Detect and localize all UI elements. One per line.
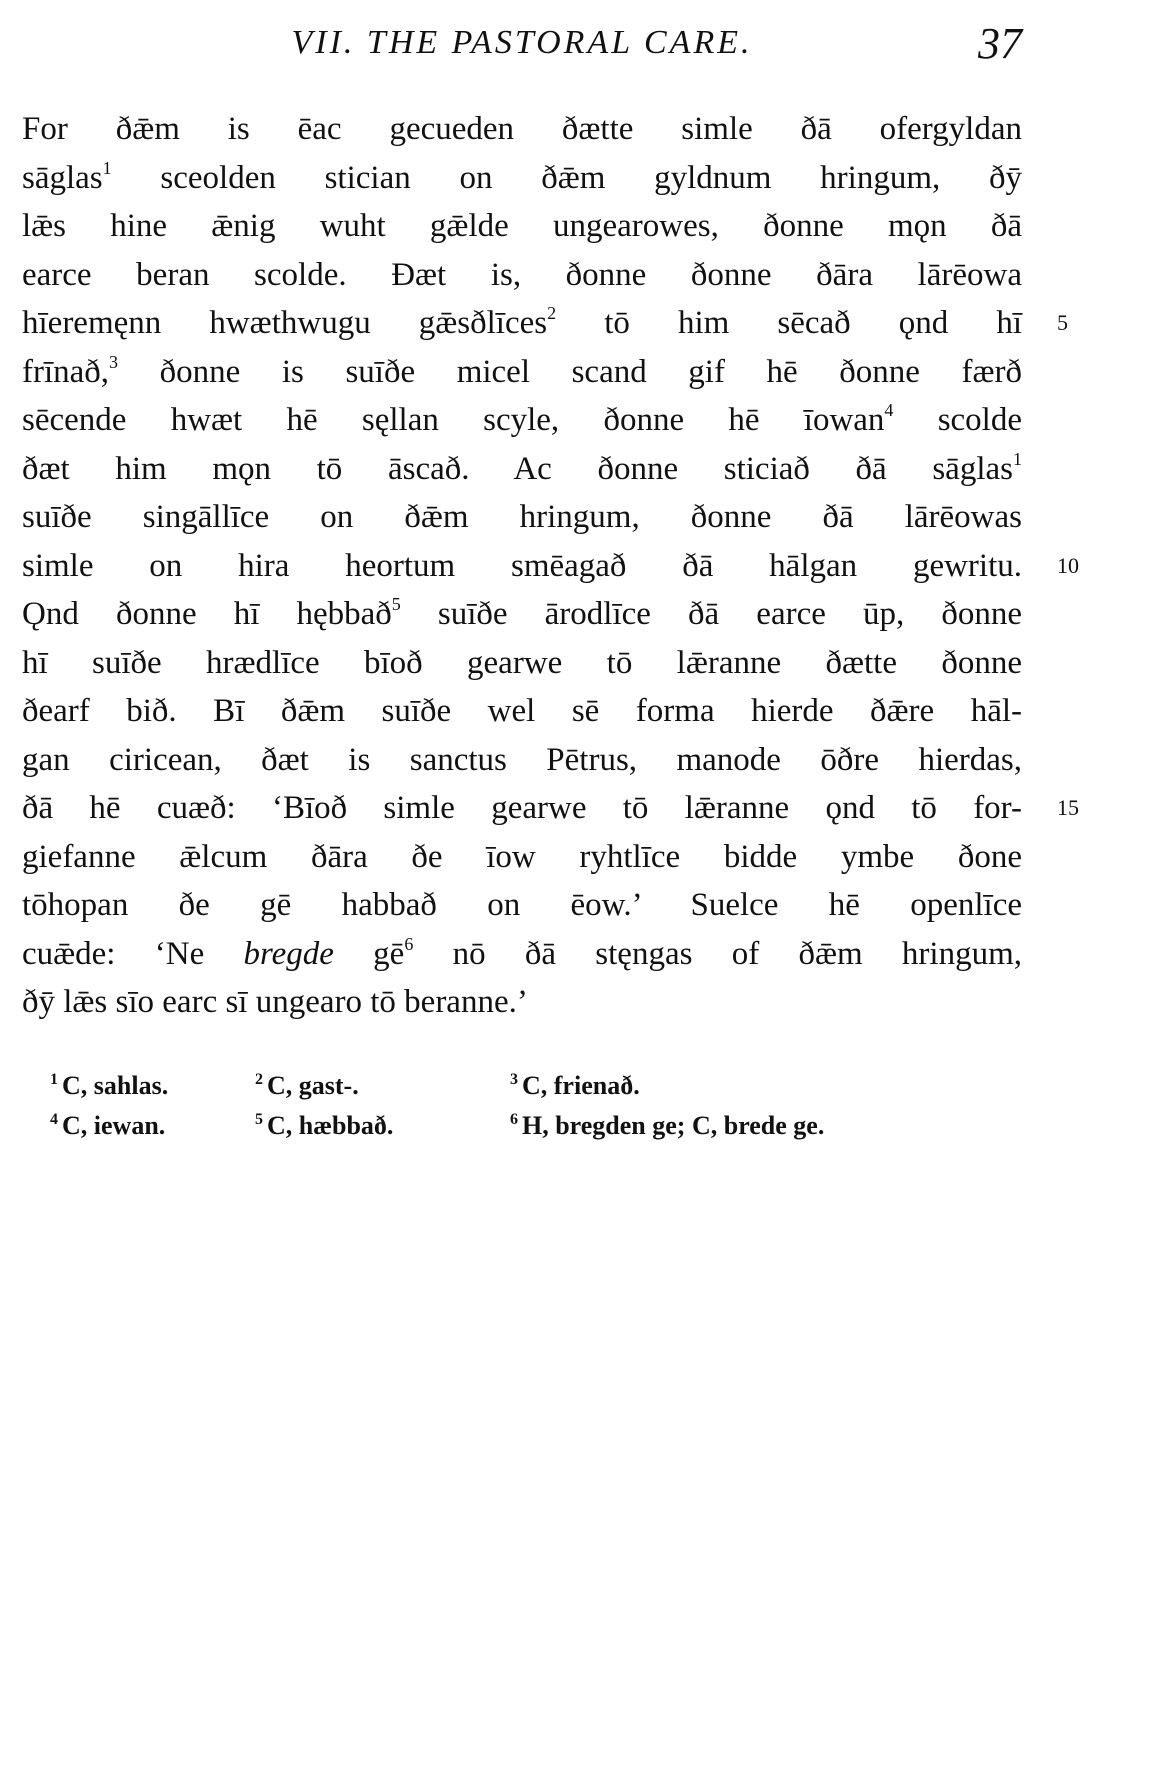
text-line [22,639,1022,688]
footnote-mark: 5 [255,1111,263,1128]
footnote [50,1106,255,1146]
footnote-mark: 4 [50,1111,58,1128]
main-text [22,105,1079,1027]
footnote-mark: 2 [255,1071,263,1088]
text-line [22,154,1022,203]
footnote [510,1066,950,1106]
text-line [22,687,1022,736]
footnote-reference: 6 [404,933,414,954]
text-segment: ðā hē cuæð: ‘Bīoð simle gearwe tō lǣranne ǫnd tō for- [22,790,1022,826]
text-line [22,299,1068,348]
text-line [22,978,1022,1027]
text-line [22,590,1022,639]
footnote-reference: 4 [884,400,894,420]
text-line [22,542,1079,591]
footnote-row [50,1106,950,1146]
text-line [22,736,1022,785]
text-segment: frīnað, [22,353,110,390]
footnote-reference: 1 [102,157,112,178]
running-head [22,18,1022,78]
text-segment: suīðe singāllīce on ðǣm hringum, ðonne ðā lārēowas [22,499,1022,535]
footnote [255,1106,510,1146]
text-segment: earce beran scolde. Ðæt is, ðonne ðonne ðāra lārēowa [22,256,1022,293]
text-line [22,348,1022,397]
text-segment: For ðǣm is ēac gecueden ðætte simle ðā ofergyldan [22,111,1022,147]
text-line [22,833,1022,882]
footnote-text: C, frienað. [522,1071,640,1100]
footnote-mark: 1 [50,1071,58,1088]
page-number: 37 [978,19,1022,68]
line-number: 10 [1057,552,1079,578]
footnote [50,1066,255,1106]
text-line [22,881,1022,930]
footnote-text: C, hæbbað. [267,1111,394,1140]
footnote [510,1106,950,1146]
footnote-text: C, gast-. [267,1071,359,1100]
text-line [22,445,1022,494]
text-segment: gan ciricean, ðæt is sanctus Pētrus, manode ōðre hierdas, [22,741,1022,778]
text-segment: simle on hira heortum smēagað ðā hālgan gewritu. [22,547,1022,584]
text-segment: ðȳ lǣs sīo earc sī ungearo tō beranne.’ [22,984,528,1020]
footnote-reference: 5 [391,594,401,614]
footnote-reference: 2 [547,303,557,323]
running-title: VII. THE PASTORAL CARE. [291,24,753,61]
text-segment: hīeremęnn hwæthwugu gǣsðlīces [22,305,548,341]
line-number: 5 [1057,310,1068,335]
text-segment: sēcende hwæt hē sęllan scyle, ðonne hē īowan [22,402,885,438]
footnote-mark: 6 [510,1111,518,1128]
text-segment: nō ðā stęngas of ðǣm hringum, [413,935,1022,972]
footnote-mark: 3 [510,1071,518,1088]
text-line [22,930,1022,979]
footnote-text: H, bregden ge; C, brede ge. [522,1111,825,1140]
text-line [22,493,1022,542]
footnote [255,1066,510,1106]
text-line [22,202,1022,251]
text-segment: sceolden stician on ðǣm gyldnum hringum, ðȳ [111,159,1022,196]
text-segment: sāglas [22,159,103,196]
text-segment: suīðe ārodlīce ðā earce ūp, ðonne [400,596,1022,632]
text-segment: giefanne ǣlcum ðāra ðe īow ryhtlīce bidde ymbe ðone [22,838,1022,875]
text-segment: tō him sēcað ǫnd hī [556,305,1022,341]
text-line [22,105,1022,154]
text-segment: Ǫnd ðonne hī hębbað [22,596,392,632]
footnote-row [50,1066,950,1106]
text-line [22,784,1079,833]
text-segment: ðæt him mǫn tō āscað. Ac ðonne sticiað ðā sāglas [22,450,1013,487]
text-segment: lǣs hine ǣnig wuht gǣlde ungearowes, ðonne mǫn ðā [22,208,1022,244]
footnote-reference: 3 [109,351,119,372]
footnote-reference: 1 [1013,448,1022,469]
footnote-text: C, sahlas. [62,1071,169,1100]
text-segment: tōhopan ðe gē habbað on ēow.’ Suelce hē openlīce [22,887,1022,923]
text-segment: ðonne is suīðe micel scand gif hē ðonne færð [118,353,1022,390]
footnote-text: C, iewan. [62,1111,166,1140]
text-segment: gē [333,935,405,972]
text-segment: hī suīðe hrædlīce bīoð gearwe tō lǣranne ðætte ðonne [22,644,1022,681]
text-segment: ðearf bið. Bī ðǣm suīðe wel sē forma hierde ðǣre hāl- [22,693,1022,729]
text-line [22,396,1022,445]
line-number: 15 [1057,795,1079,820]
footnotes [50,1066,950,1146]
text-segment: scolde [893,402,1022,438]
italic-word: bregde [243,935,334,972]
text-segment: cuǣde: ‘Ne [22,935,244,972]
text-line [22,251,1022,300]
